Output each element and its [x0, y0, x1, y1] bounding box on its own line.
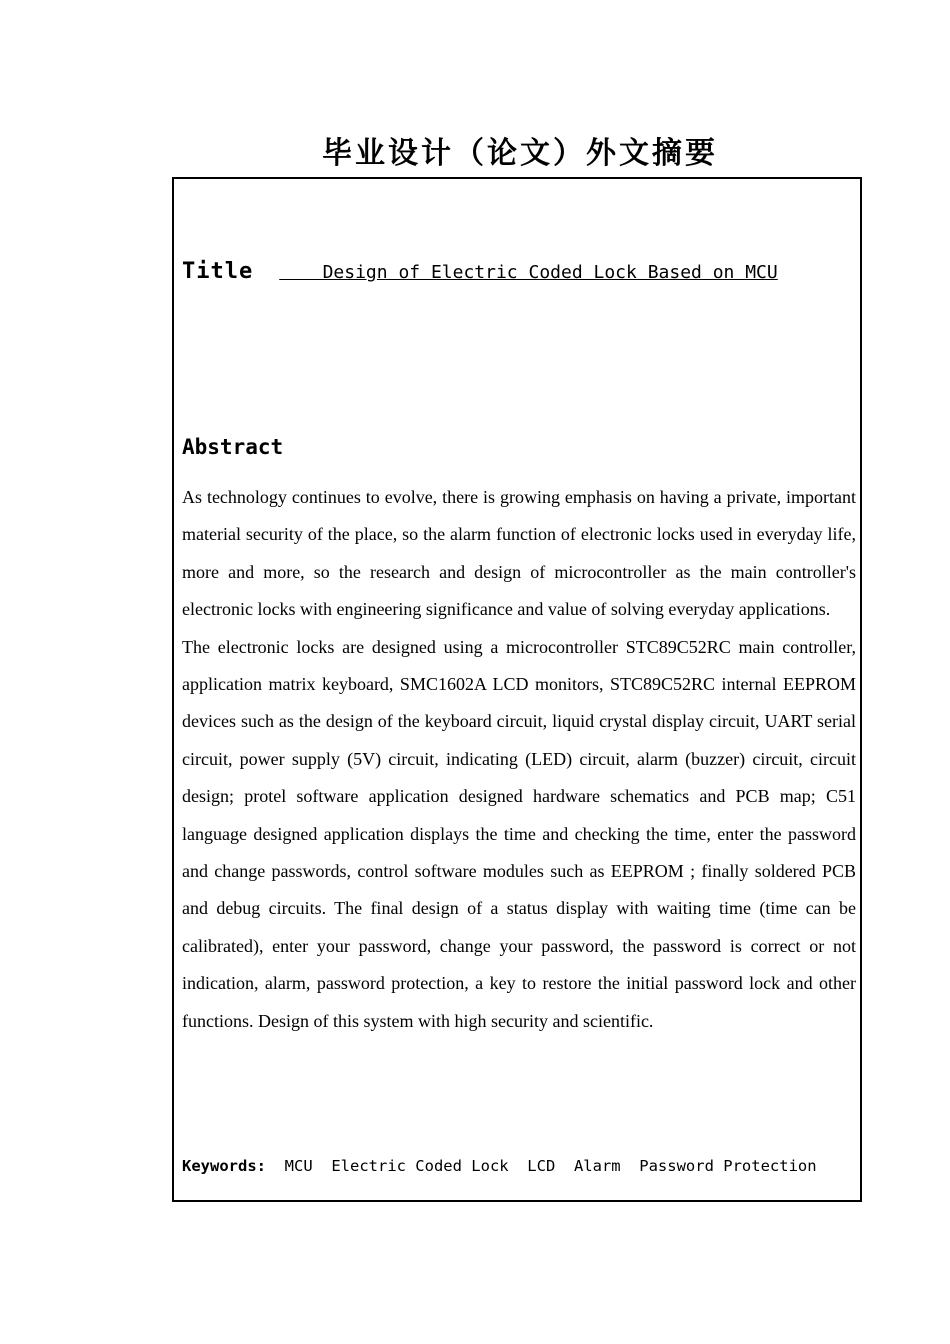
abstract-heading: Abstract [182, 435, 284, 459]
abstract-body [182, 479, 856, 1040]
abstract-frame [172, 177, 862, 1202]
keywords-value: MCU Electric Coded Lock LCD Alarm Password Protection [266, 1157, 817, 1175]
keywords-line [182, 1157, 817, 1175]
abstract-paragraph-2: The electronic locks are designed using a microcontroller STC89C52RC main controller, application matrix keyboard, SMC1602A LCD monitors, STC89C52RC internal EEPROM devices such as the design of the keyboard circuit, liquid crystal display circuit, UART serial circuit, power supply (5V) circuit, indicating (LED) circuit, alarm (buzzer) circuit, circuit design; protel software application designed hardware schematics and PCB map; C51 language designed application displays the time and checking the time, enter the password and change passwords, control software modules such as EEPROM ; finally soldered PCB and debug circuits. The final design of a status display with waiting time (time can be calibrated), enter your password, change your password, the password is correct or not indication, alarm, password protection, a key to restore the initial password lock and other functions. Design of this system with high security and scientific. [182, 636, 856, 1031]
keywords-label: Keywords: [182, 1157, 266, 1175]
abstract-paragraph-1: As technology continues to evolve, there is growing emphasis on having a private, important material security of the place, so the alarm function of electronic locks used in everyday life, more and more, so the research and design of microcontroller as the main controller's electronic locks with engineering significance and value of solving everyday applications. [182, 487, 856, 620]
title-label: Title [182, 259, 254, 284]
title-row [182, 259, 778, 284]
page-title: 毕业设计（论文）外文摘要 [322, 136, 718, 171]
title-value: Design of Electric Coded Lock Based on MCU [279, 262, 778, 283]
